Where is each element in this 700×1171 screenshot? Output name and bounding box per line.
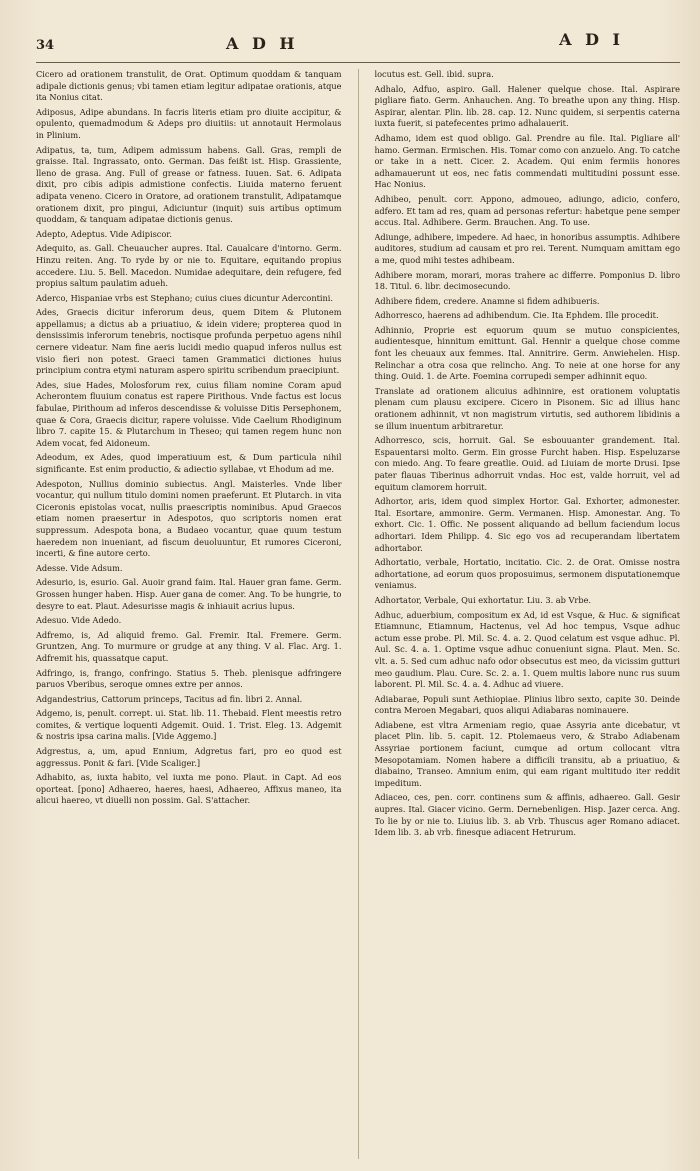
dictionary-entry: Adhortor, aris, idem quod simplex Hortor. Gal. Exhorter, admonester. Ital. Esortare, ammonire. Germ. Vermanen. Hisp. Amonestar. Ang. To exhort. Cic. 1. Offic. Ne possent aliquando ad bellum faciendum locus adhortari. Idem Philipp. 4. Sic ego vos ad recuperandam libertatem adhortabor.: [374, 496, 680, 553]
dictionary-entry: Adgandestrius, Cattorum princeps, Tacitus ad fin. libri 2. Annal.: [36, 693, 303, 704]
dictionary-entry: Adgrestus, a, um, apud Ennium, Adgretus fari, pro eo quod est aggressus. Ponit & fari. [Vide Scaliger.]: [36, 746, 342, 768]
left-column: [36, 69, 342, 1159]
dictionary-entry: Adhibeo, penult. corr. Appono, admoueo, adiungo, adicio, confero, adfero. Et tam ad res, quam ad personas refertur: habetque pene semper accus. Ital. Adhibere. Germ. Brauchen. Ang. To use.: [374, 193, 680, 228]
dictionary-entry: Adiabene, est vltra Armeniam regio, quae Assyria ante dicebatur, vt placet Plin. lib. 5. capit. 12. Ptolemaeus vero, & Strabo Adiabenam Assyriae portionem faciunt, cumque ad ortum collocant vltra Mesopotamiam. Nomen habere a difficili transitu, ab a priuatiuo, & diabaino, Transeo. Amnium enim, qui eam rigant multitudo iter reddit impeditum.: [374, 719, 680, 788]
dictionary-entry: Adhorresco, haerens ad adhibendum. Cie. Ita Ephdem. Ille procedit.: [374, 310, 659, 321]
dictionary-entry: locutus est. Gell. ibid. supra.: [374, 69, 494, 79]
running-head-right: A D I: [559, 30, 624, 49]
right-column: [375, 69, 681, 1159]
dictionary-entry: Adhortatio, verbale, Hortatio, incitatio. Cic. 2. de Orat. Omisse nostra adhortatione, ad eorum quos proposuimus, sermonem disputationemque veniamus.: [374, 557, 680, 591]
dictionary-entry: Adhamo, idem est quod obligo. Gal. Prendre au file. Ital. Pigliare all' hamo. German. Ermischen. His. Tomar como con anzuelo. Ang. To catche or take in a nett. Cicer. 2. Academ. Qui enim fermiis honores adhamauerunt ut eos, nec fatis commendati multitudini possunt esse. Hac Nonius.: [374, 132, 680, 190]
dictionary-entry: Adhorresco, scis, horruit. Gal. Se esbouuanter grandement. Ital. Espauentarsi molto. Germ. Ein grosse Furcht haben. Hisp. Espeluzarse con miedo. Ang. To feare greatlie. Ouid. ad Liuiam de morte Drusi. Ipse pater flauas Tiberinus adhorruit vndas. Hoc est, valde horruit, vel ad equitum clamorem horruit.: [374, 435, 680, 492]
dictionary-entry: Adeodum, ex Ades, quod imperatiuum est, & Dum particula nihil significante. Est enim productio, & adiectio syllabae, vt Ehodum ad me.: [36, 452, 342, 474]
dictionary-entry: Adiabarae, Populi sunt Aethiopiae. Plinius libro sexto, capite 30. Deinde contra Meroen Megabari, quos aliqui Adiabaras nominauere.: [374, 693, 680, 716]
dictionary-entry: Adiunge, adhibere, impedere. Ad haec, in honoribus assumptis. Adhibere auditores, studium ad causam et pro rei. Terent. Numquam amittam ego a me, quod mihi testes adhibeam.: [374, 231, 680, 265]
running-head-left: A D H: [226, 34, 299, 53]
dictionary-entry: Adfremo, is, Ad aliquid fremo. Gal. Fremir. Ital. Fremere. Germ. Gruntzen, Ang. To murmure or grudge at any thing. V al. Flac. Arg. 1. Adfremit his, quassatque caput.: [36, 629, 342, 663]
column-divider: [358, 69, 359, 1159]
dictionary-entry: Adipatus, ta, tum, Adipem admissum habens. Gall. Gras, rempli de graisse. Ital. Ingrassato, onto. German. Das feißt ist. Hisp. Grassiente, lleno de grasa. Ang. Full of grease or fatness. Iuuen. Sat. 6. Adipata dixit, pro cibis adipis admistione confectis. Liuida materno feruent adipata veneno. Cicero in Oratore, ad orationem transtulit, Adipatamque orationem dixit, pro pingui, Adiciuntur (inquit) suis artibus optimum quoddam, & tanquam adipatae dictionis genus.: [36, 144, 342, 225]
dictionary-entry: Adiposus, Adipe abundans. In facris literis etiam pro diuite accipitur, & opulento, quemadmodum & Adeps pro diuitiis: ut annotauit Hermolaus in Plinium.: [36, 106, 342, 140]
dictionary-entry: Adgemo, is, penult. corrept. ui. Stat. lib. 11. Thebaid. Flent meestis retro comites, & vertique loquenti Adgemit. Ouid. 1. Trist. Eleg. 13. Adgemit & nostris ipsa carina malis. [Vide Aggemo.]: [36, 708, 342, 742]
dictionary-entry: Adhabito, as, iuxta habito, vel iuxta me pono. Plaut. in Capt. Ad eos oporteat. [pono] Adhaereo, haeres, haesi, Adhaereo, Affixus maneo, ita alicui haereo, vt diuelli non possim. Gal. S'attacher.: [36, 772, 342, 806]
dictionary-entry: Translate ad orationem alicuius adhinnire, est orationem voluptatis plenam cum plausu excipere. Cicero in Pisonem. Sic ad illius hanc orationem adhinnit, vt non magistrum virtutis, sed authorem libidinis a se illum inuentum arbitraretur.: [374, 385, 680, 431]
dictionary-entry: Adhuc, aduerbium, compositum ex Ad, id est Vsque, & Huc. & significat Etiamnunc, Etiamnum, Hactenus, vel Ad hoc tempus, Vsque adhuc actum esse probe. Pl. Mil. Sc. 4. a. 2. Quod celatum est vsque adhuc. Pl. Aul. Sc. 4. a. 1. Optime vsque adhuc conueniunt signa. Plaut. Men. Sc. vlt. a. 5. Sed cum adhuc nafo odor obsecutus est meo, da vicissim gutturi meo gaudium. Plau. Cure. Sc. 2. a. 1. Quem multis labore nunc rus suum laborent. Pl. Mil. Sc. 4. a. 4. Adhuc ad viuere.: [374, 609, 680, 690]
dictionary-entry: Ades, Graecis dicitur inferorum deus, quem Ditem & Plutonem appellamus; a dictus ab a priuatiuo, & idein videre; propterea quod in densissimis inferorum tenebris, noctisque profunda perpetuo agens nihil cernere videatur. Nam fine aeris lucidi medio quapud inferos nullus est visio fieri non potest. Graeci tamen Grammatici dictiones huius principium contra etymi naturam aspero spiritu scribendum praecipiunt.: [36, 307, 342, 376]
dictionary-entry: Adiaceo, ces, pen. corr. continens sum & affinis, adhaereo. Gall. Gesir aupres. Ital. Giacer vicino. Germ. Dernebenligen. Hisp. Jazer cerca. Ang. To lie by or nie to. Liuius lib. 3. ab Vrb. Thuscus ager Romano adiacet. Idem lib. 3. ab vrb. finesque adiacent Hetrurum.: [374, 792, 680, 838]
dictionary-entry: Adhibere fidem, credere. Anamne si fidem adhibueris.: [374, 295, 600, 306]
dictionary-entry: Adespoton, Nullius dominio subiectus. Angl. Maisterles. Vnde liber vocantur, qui nullum titulo domini nomen praeferunt. Et Plutarch. in vita Ciceronis epistolas vocat, nullis praescriptis nominibus. Apud Graecos etiam nomen praesertur in Adespotos, quo scriptoris nomen erat suppressum. Adespota bona, a Budaeo vocantur, quae quum testum haeredem non inueniant, ad fiscum deuoluuntur, Et rumores Ciceroni, incerti, & fine autore certo.: [36, 478, 342, 559]
dictionary-entry: Aderco, Hispaniae vrbs est Stephano; cuius ciues dicuntur Adercontini.: [36, 292, 334, 303]
dictionary-entry: Adesse. Vide Adsum.: [36, 562, 123, 573]
page-number: 34: [36, 38, 55, 53]
dictionary-entry: Adesuo. Vide Adedo.: [36, 615, 122, 626]
text-columns: [36, 69, 680, 1159]
dictionary-entry: Adfringo, is, frango, confringo. Statius 5. Theb. plenisque adfringere paruos Vberibus, seroque omnes extre per annos.: [36, 667, 342, 690]
page-header: [36, 28, 680, 63]
dictionary-entry: Adhalo, Adfuo, aspiro. Gall. Halener quelque chose. Ital. Aspirare pigliare fiato. Germ. Anhauchen. Ang. To breathe upon any thing. Hisp. Aspirar, alentar. Plin. lib. 28. cap. 12. Nunc quidem, si serpentis caterna iuxta fuerit, si patefecentes primo adhalauerit.: [374, 83, 680, 129]
dictionary-entry: Adhibere moram, morari, moras trahere ac differre. Pomponius D. libro 18. Titul. 6. libr. decimosecundo.: [374, 269, 680, 292]
dictionary-entry: Adesurio, is, esurio. Gal. Auoir grand faim. Ital. Hauer gran fame. Germ. Grossen hunger haben. Hisp. Auer gana de comer. Ang. To be hungrie, to desyre to eat. Plaut. Adesurisse magis & inhiauit acrius lupus.: [36, 577, 342, 611]
dictionary-entry: Ades, siue Hades, Molosforum rex, cuius filiam nomine Coram apud Acherontem fluuium conatus est rapere Pirithous. Vnde factus est locus fabulae, Pirithoum ad inferos descendisse & voluisse Ditis Persephonem, quae & Cora, Graecis dicitur, rapere voluisse. Vide Caelium Rhodiginum libro 7. capite 15. & Plutarchum in Theseo; qui tamen regem hunc non Adem vocat, fed Aidoneum.: [36, 379, 342, 448]
dictionary-entry: Adhortator, Verbale, Qui exhortatur. Liu. 3. ab Vrbe.: [374, 594, 592, 605]
dictionary-entry: Adepto, Adeptus. Vide Adipiscor.: [36, 228, 172, 239]
dictionary-entry: Cicero ad orationem transtulit, de Orat. Optimum quoddam & tanquam adipale dictionis genus; vbi tamen etiam legitur adipatae orationis, atque ita Nonius citat.: [36, 69, 342, 103]
dictionary-entry: Adhinnio, Proprie est equorum quum se mutuo conspicientes, audientesque, hinnitum emittunt. Gal. Hennir a quelque chose comme font les cheuaux aux femmes. Ital. Annitrire. Germ. Anwiehelen. Hisp. Relinchar a otra cosa que relincho. Ang. To neie at one horse for any thing. Ouid. 1. de Arte. Foemina corrupedi semper adhinnit equo.: [374, 324, 680, 382]
dictionary-entry: Adequito, as. Gall. Cheuaucher aupres. Ital. Caualcare d'intorno. Germ. Hinzu reiten. Ang. To ryde by or nie to. Equitare, equitando propius accedere. Liu. 5. Bell. Macedon. Numidae adequitare, dein refugere, fed propius saltum paulatim adueh.: [36, 243, 342, 289]
